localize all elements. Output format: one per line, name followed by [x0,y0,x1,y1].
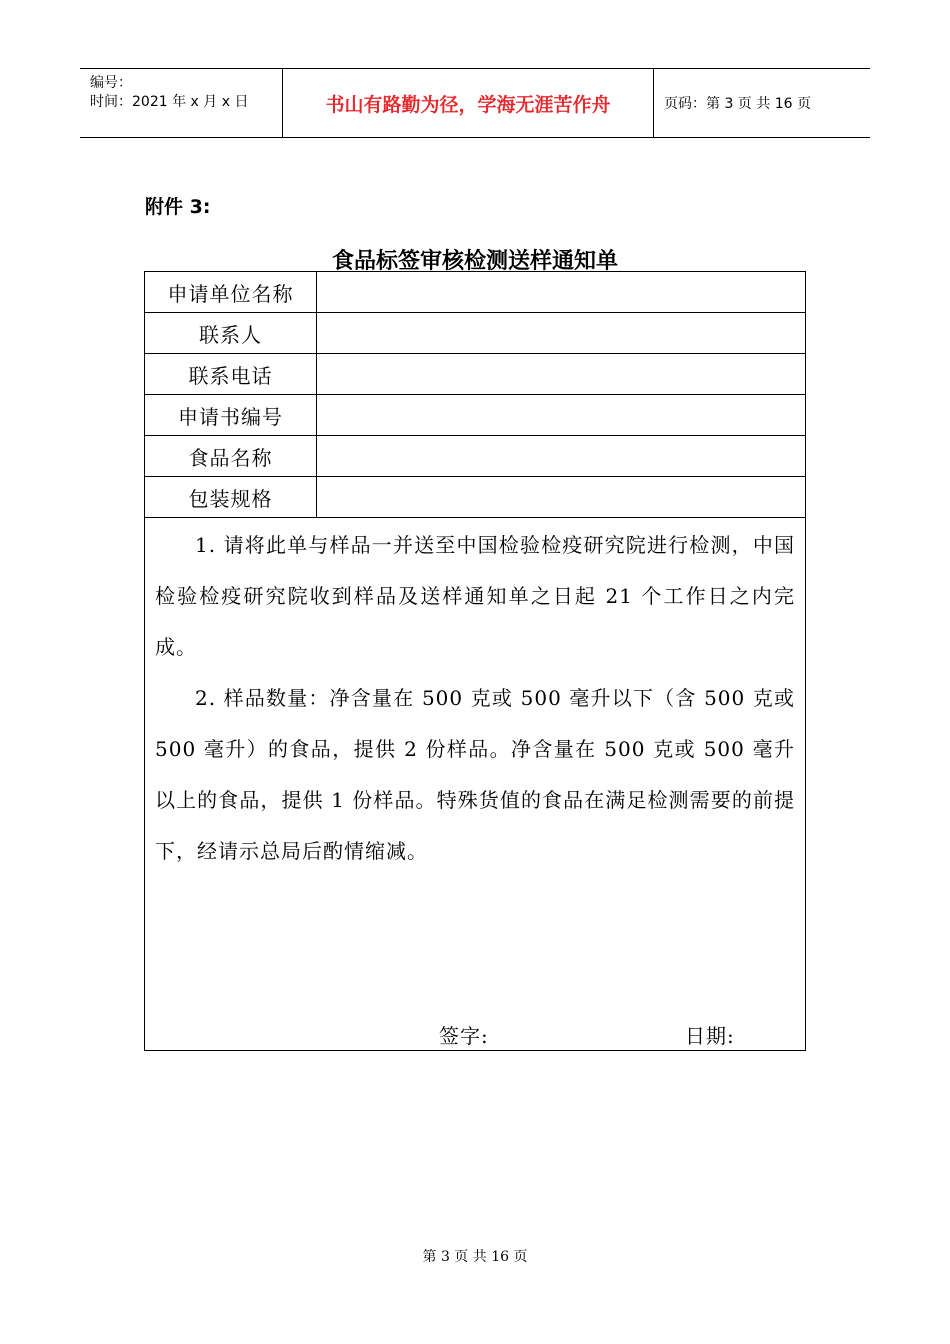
page-header [80,68,870,138]
form-row-contact-phone [145,354,805,395]
note-paragraph: 2. 样品数量：净含量在 500 克或 500 毫升以下（含 500 克或 500 毫升）的食品，提供 2 份样品。净含量在 500 克或 500 毫升以上的食品，提供 1 份样品。特殊货值的食品在满足检测需要的前提下，经请示总局后酌情缩减。 [155,686,795,863]
form-row-label: 食品名称 [145,436,317,476]
form-row-label: 联系人 [145,313,317,353]
food-name-field[interactable] [317,436,805,476]
form-row-label: 联系电话 [145,354,317,394]
form-row-label: 申请单位名称 [145,272,317,312]
form-row-applicant-unit [145,272,805,313]
form-notes [155,520,795,877]
contact-phone-field[interactable] [317,354,805,394]
date-label: 日期: [685,1024,735,1048]
header-page-cell [654,69,870,137]
header-page-info: 页码：第 3 页 共 16 页 [664,96,811,112]
application-number-field[interactable] [317,395,805,435]
form-row-package-spec [145,477,805,518]
header-motto: 书山有路勤为径，学海无涯苦作舟 [325,93,611,116]
submission-form-table [144,271,806,1051]
contact-person-field[interactable] [317,313,805,353]
form-row-contact-person [145,313,805,354]
form-row-label: 申请书编号 [145,395,317,435]
form-title: 食品标签审核检测送样通知单 [331,249,618,274]
signature-label: 签字: [439,1024,489,1048]
package-spec-field[interactable] [317,477,805,517]
header-meta [80,69,283,137]
header-motto-cell [283,69,654,137]
form-row-application-number [145,395,805,436]
page-footer: 第 3 页 共 16 页 [422,1249,528,1265]
applicant-unit-field[interactable] [317,272,805,312]
number-label: 编号： [90,75,132,91]
date-label: 时间：2021 年 x 月 x 日 [90,94,249,110]
form-row-food-name [145,436,805,477]
form-row-label: 包装规格 [145,477,317,517]
note-paragraph: 1. 请将此单与样品一并送至中国检验检疫研究院进行检测，中国检验检疫研究院收到样品及送样通知单之日起 21 个工作日之内完成。 [155,533,795,659]
attachment-label: 附件 3: [145,196,211,218]
